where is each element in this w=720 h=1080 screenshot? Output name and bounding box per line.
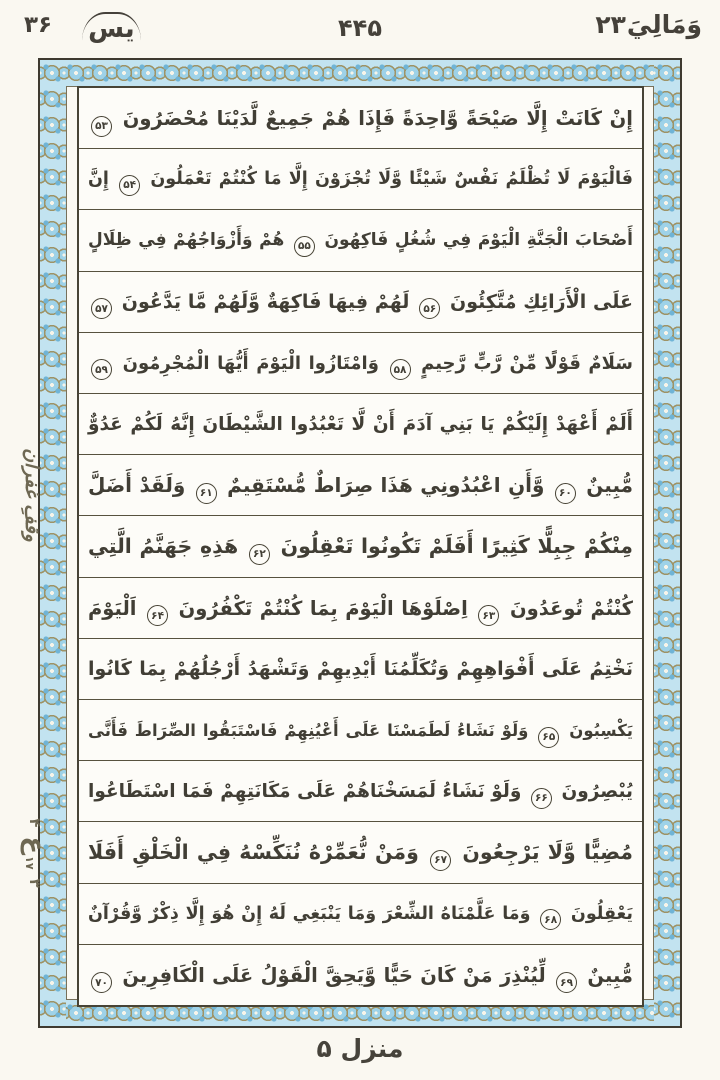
surah-name: يس [82, 12, 141, 44]
ruku-juz-count: ۳ [26, 878, 44, 888]
mushaf-line: عَلَى الْأَرَائِكِ مُتَّكِئُونَ ۵۶ لَهُمْ فِيهَا فَاكِهَةٌ وَّلَهُمْ مَّا يَدَّعُونَ ۵۷ [79, 272, 642, 333]
mushaf-line: سَلَامٌ قَوْلًا مِّنْ رَّبٍّ رَّحِيمٍ ۵۸ وَامْتَازُوا الْيَوْمَ أَيُّهَا الْمُجْرِمُونَ ۵۹ [79, 333, 642, 394]
mushaf-line: كُنْتُمْ تُوعَدُونَ ۶۳ اِصْلَوْهَا الْيَوْمَ بِمَا كُنْتُمْ تَكْفُرُونَ ۶۴ اَلْيَوْمَ [79, 578, 642, 639]
mushaf-line: إِنْ كَانَتْ إِلَّا صَيْحَةً وَّاحِدَةً فَإِذَا هُمْ جَمِيعٌ لَّدَيْنَا مُحْضَرُونَ ۵۳ [79, 88, 642, 149]
ayah-number-badge: ۵۳ [91, 116, 112, 137]
mushaf-line: أَصْحَابَ الْجَنَّةِ الْيَوْمَ فِي شُغُلٍ فَاكِهُونَ ۵۵ هُمْ وَأَزْوَاجُهُمْ فِي ظِلَالٍ [79, 210, 642, 271]
surah-number: ۳۶ [24, 12, 53, 38]
ayah-number-badge: ۶۳ [478, 605, 499, 626]
mushaf-line: مُّبِينٌ ۶۹ لِّيُنْذِرَ مَنْ كَانَ حَيًّا وَّيَحِقَّ الْقَوْلُ عَلَى الْكَافِرِينَ ۷۰ [79, 945, 642, 1005]
ayah-number-badge: ۶۴ [147, 605, 168, 626]
ayah-number-badge: ۶۰ [555, 483, 576, 504]
ayah-number-badge: ۵۵ [294, 236, 315, 257]
manzil-footer: منزل ۵ [316, 1034, 404, 1063]
quran-text-box [77, 86, 644, 1007]
ayah-number-badge: ۶۹ [556, 972, 577, 993]
ayah-number-badge: ۶۲ [249, 544, 270, 565]
margin-ruku-marker [18, 792, 52, 914]
ayah-number-badge: ۶۶ [531, 788, 552, 809]
page-number: ۴۴۵ [338, 14, 382, 42]
juz-number: ۲۳ [595, 10, 626, 39]
page-header [0, 0, 720, 56]
mushaf-line: أَلَمْ أَعْهَدْ إِلَيْكُمْ يَا بَنِي آدَمَ أَنْ لَّا تَعْبُدُوا الشَّيْطَانَ إِنَّهُ لَكُمْ عَدُوٌّ [79, 394, 642, 455]
border-ornament-top [40, 60, 680, 86]
mushaf-line: يُبْصِرُونَ ۶۶ وَلَوْ نَشَاءُ لَمَسَخْنَاهُمْ عَلَى مَكَانَتِهِمْ فَمَا اسْتَطَاعُوا [79, 761, 642, 822]
ruku-ain-symbol: ع [20, 836, 50, 855]
ayah-number-badge: ۶۱ [196, 483, 217, 504]
ayah-number-badge: ۵۴ [119, 175, 140, 196]
ayah-number-badge: ۶۷ [430, 850, 451, 871]
margin-waqf-note: وقفِ غفران [21, 448, 43, 542]
mushaf-line: يَكْسِبُونَ ۶۵ وَلَوْ نَشَاءُ لَطَمَسْنَا عَلَى أَعْيُنِهِمْ فَاسْتَبَقُوا الصِّرَاطَ فَأَنَّى [79, 700, 642, 761]
mushaf-lines [79, 88, 642, 1005]
ayah-number-badge: ۵۸ [390, 359, 411, 380]
ayah-number-badge: ۶۸ [540, 909, 561, 930]
ayah-number-badge: ۵۷ [91, 298, 112, 319]
ayah-number-badge: ۶۵ [538, 727, 559, 748]
ayah-number-badge: ۵۶ [419, 298, 440, 319]
mushaf-line: يَعْقِلُونَ ۶۸ وَمَا عَلَّمْنَاهُ الشِّعْرَ وَمَا يَنْبَغِي لَهُ إِنْ هُوَ إِلَّا ذِكْرٌ وَّقُرْآنٌ [79, 884, 642, 945]
mushaf-line: مِنْكُمْ جِبِلًّا كَثِيرًا أَفَلَمْ تَكُونُوا تَعْقِلُونَ ۶۲ هَذِهِ جَهَنَّمُ الَّتِي [79, 516, 642, 577]
mushaf-line: نَخْتِمُ عَلَى أَفْوَاهِهِمْ وَتُكَلِّمُنَا أَيْدِيهِمْ وَتَشْهَدُ أَرْجُلُهُمْ بِمَا كَانُوا [79, 639, 642, 700]
mushaf-line: فَالْيَوْمَ لَا تُظْلَمُ نَفْسٌ شَيْئًا وَّلَا تُجْزَوْنَ إِلَّا مَا كُنْتُمْ تَعْمَلُونَ ۵۴ إِنَّ [79, 149, 642, 210]
mushaf-line: مُّبِينٌ ۶۰ وَّأَنِ اعْبُدُونِي هَذَا صِرَاطٌ مُّسْتَقِيمٌ ۶۱ وَلَقَدْ أَضَلَّ [79, 455, 642, 516]
ayah-number-badge: ۷۰ [91, 972, 112, 993]
border-ornament-right [654, 60, 680, 1026]
ruku-surah-count: ۴ [26, 818, 44, 828]
ayah-number-badge: ۵۹ [91, 359, 112, 380]
ruku-ayah-count: ۱۷ [23, 856, 37, 870]
juz-header [595, 10, 702, 39]
juz-name: وَمَالِيَ [626, 10, 702, 39]
mushaf-line: مُضِيًّا وَّلَا يَرْجِعُونَ ۶۷ وَمَنْ نُّعَمِّرْهُ نُنَكِّسْهُ فِي الْخَلْقِ أَفَلَا [79, 822, 642, 883]
